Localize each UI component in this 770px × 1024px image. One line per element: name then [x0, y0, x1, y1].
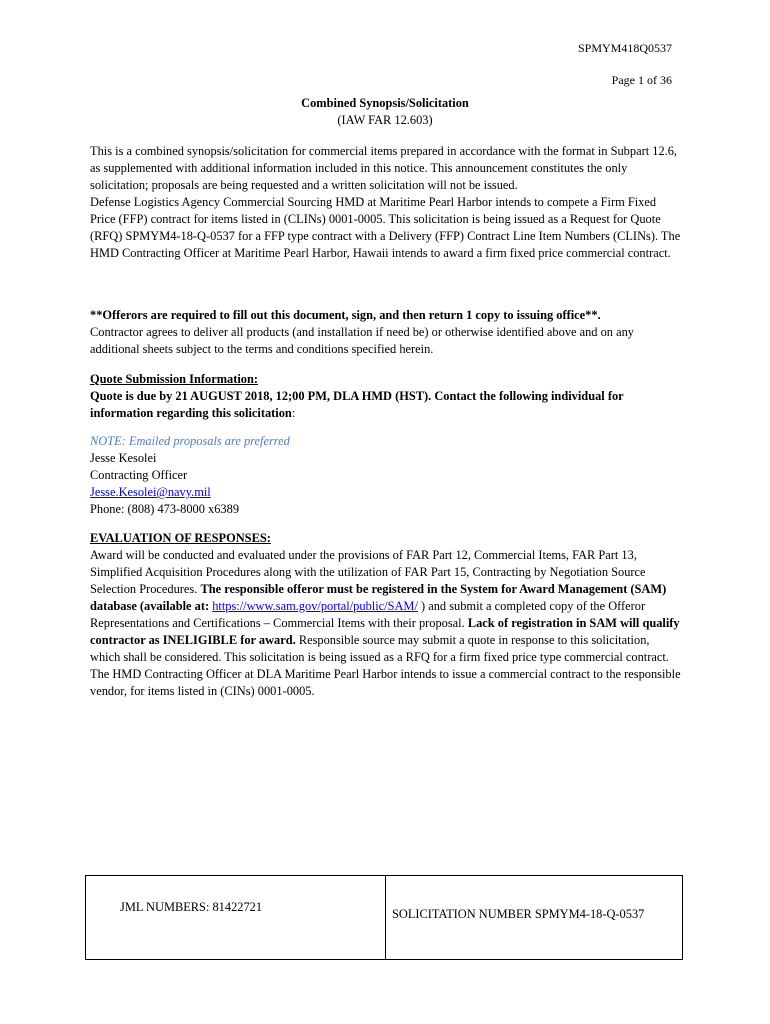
- contact-role: Contracting Officer: [90, 468, 188, 482]
- offerors-section: [90, 307, 682, 358]
- intro-section: [90, 143, 682, 262]
- sam-link[interactable]: https://www.sam.gov/portal/public/SAM/: [212, 599, 418, 613]
- evaluation-text-2: ) and submit a completed copy of the Offeror Representations and Certifications – Commercial Items with their proposal.: [90, 599, 646, 630]
- intro-paragraph-1: This is a combined synopsis/solicitation for commercial items prepared in accordance with the format in Subpart 12.6, as supplemented with additional information included in this notice. This announcement constitutes the only solicitation; proposals are being requested and a written solicitation will not be issued.: [90, 144, 678, 192]
- email-note: NOTE: Emailed proposals are preferred: [90, 434, 290, 448]
- evaluation-text: [90, 547, 682, 700]
- jml-cell: [86, 876, 386, 959]
- contact-email-link[interactable]: Jesse.Kesolei@navy.mil: [90, 485, 211, 499]
- page-number: Page 1 of 36: [611, 73, 672, 87]
- quote-heading: Quote Submission Information:: [90, 372, 258, 386]
- ineligible-warning: Lack of registration in SAM will qualify contractor as INELIGIBLE for award.: [90, 616, 680, 647]
- quote-section: [90, 371, 682, 422]
- sam-registration-requirement: The responsible offeror must be registered in the System for Award Management (SAM) database (available at:: [90, 582, 667, 613]
- quote-due: Quote is due by 21 AUGUST 2018, 12;00 PM, DLA HMD (HST). Contact the following individual for information regarding this solicitation: [90, 389, 624, 420]
- contact-section: [90, 433, 682, 518]
- intro-paragraph-2: Defense Logistics Agency Commercial Sourcing HMD at Maritime Pearl Harbor intends to compete a Firm Fixed Price (FFP) contract for items listed in (CLINs) 0001-0005. This solicitation is being issued as a Request for Quote (RFQ) SPMYM4-18-Q-0537 for a FFP type contract with a Delivery (FFP) Contract Line Item Numbers (CLINs). The HMD Contracting Officer at Maritime Pearl Harbor, Hawaii intends to award a firm fixed price commercial contract.: [90, 195, 681, 260]
- quote-colon: :: [291, 406, 296, 420]
- jml-numbers: JML NUMBERS: 81422721: [120, 900, 263, 914]
- contact-phone: Phone: (808) 473-8000 x6389: [90, 502, 240, 516]
- footer-table: [85, 875, 683, 960]
- document-title: [90, 95, 680, 129]
- evaluation-heading: EVALUATION OF RESPONSES:: [90, 531, 271, 545]
- evaluation-section: [90, 530, 682, 700]
- title-line-1: Combined Synopsis/Solicitation: [301, 96, 469, 110]
- evaluation-text-3: Responsible source may submit a quote in response to this solicitation, which shall be considered. This solicitation is being issued as a RFQ for a firm fixed price type commercial contract. The HMD Contracting Officer at DLA Maritime Pearl Harbor intends to issue a commercial contract to the responsible vendor, for items listed in (CINs) 0001-0005.: [90, 633, 681, 698]
- solicitation-cell: [386, 876, 682, 959]
- offerors-text: Contractor agrees to deliver all products (and installation if need be) or otherwise identified above and on any additional sheets subject to the terms and conditions specified herein.: [90, 325, 634, 356]
- document-id: SPMYM418Q0537: [577, 41, 672, 55]
- evaluation-text-1: Award will be conducted and evaluated under the provisions of FAR Part 12, Commercial Items, FAR Part 13, Simplified Acquisition Procedures along with the utilization of FAR Part 15, Contracting by Negotiation Source Selection Procedures.: [90, 548, 646, 596]
- offerors-instruction: **Offerors are required to fill out this document, sign, and then return 1 copy to issuing office**.: [90, 308, 601, 322]
- title-line-2: (IAW FAR 12.603): [337, 113, 433, 127]
- solicitation-number: SOLICITATION NUMBER SPMYM4-18-Q-0537: [392, 907, 645, 921]
- contact-name: Jesse Kesolei: [90, 451, 157, 465]
